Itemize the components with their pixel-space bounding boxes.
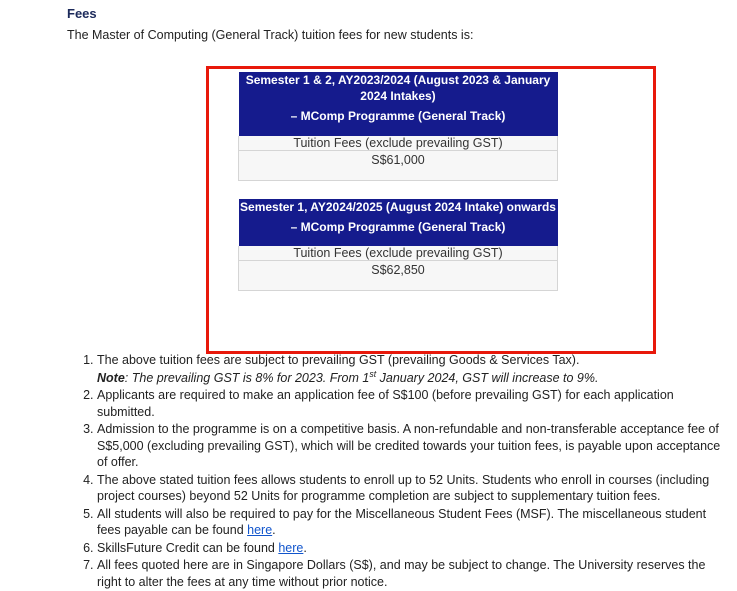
note-5-text-end: . — [272, 523, 276, 538]
list-item — [97, 421, 727, 471]
fee-table-ay2024-2025 — [238, 199, 558, 291]
fee-table-header-line2: – MComp Programme (General Track) — [239, 215, 558, 246]
list-item — [97, 540, 727, 557]
note-2-text: Applicants are required to make an application fee of S$100 (before prevailing GST) for each application submitted. — [97, 388, 674, 419]
table-row — [239, 104, 558, 135]
table-row — [239, 246, 558, 261]
skillsfuture-here-link[interactable]: here — [278, 540, 304, 555]
fee-table-header-line2: – MComp Programme (General Track) — [239, 104, 558, 135]
note-4-text: The above stated tuition fees allows students to enroll up to 52 Units. Students who enroll in courses (including project courses) beyond 52 Units for programme completion are subject to supplementary tuition fees. — [97, 472, 710, 504]
list-item — [97, 472, 727, 505]
fee-tables-group — [238, 72, 558, 309]
table-row — [239, 199, 558, 215]
page-title: Fees — [67, 6, 97, 21]
note-7-text: All fees quoted here are in Singapore Dollars (S$), and may be subject to change. The University reserves the right to alter the fees at any time without prior notice. — [97, 558, 706, 589]
fee-amount: S$62,850 — [239, 260, 558, 290]
notes-section — [67, 352, 727, 591]
fee-amount: S$61,000 — [239, 150, 558, 180]
table-row — [239, 72, 558, 104]
note-label: Note — [97, 370, 125, 385]
table-row — [239, 260, 558, 290]
ordinal-suffix: st — [369, 368, 377, 379]
note-1-gst-text: : The prevailing GST is 8% for 2023. From 1 — [124, 370, 370, 385]
table-row — [239, 136, 558, 151]
note-6-text: SkillsFuture Credit can be found — [97, 540, 279, 555]
fee-label: Tuition Fees (exclude prevailing GST) — [239, 246, 558, 261]
fee-table-header-line1: Semester 1, AY2024/2025 (August 2024 Intake) onwards — [240, 199, 556, 214]
intro-paragraph: The Master of Computing (General Track) tuition fees for new students is: — [67, 28, 474, 42]
list-item — [97, 352, 727, 386]
fee-table-ay2023-2024 — [238, 72, 558, 181]
note-5-text: All students will also be required to pay for the Miscellaneous Student Fees (MSF). The miscellaneous student fees payable can be found — [97, 506, 707, 538]
table-row — [239, 215, 558, 246]
fee-table-header-line1: Semester 1 & 2, AY2023/2024 (August 2023 & January 2024 Intakes) — [239, 72, 558, 104]
notes-list — [67, 352, 727, 590]
note-6-text-end: . — [303, 540, 307, 555]
note-3-text: Admission to the programme is on a competitive basis. A non-refundable and non-transferable acceptance fee of S$5,000 (excluding prevailing GST), which will be credited towards your tuition fees, is payable upon acceptance of offer. — [97, 422, 721, 470]
fee-label: Tuition Fees (exclude prevailing GST) — [239, 136, 558, 151]
note-1-text: The above tuition fees are subject to prevailing GST (prevailing Goods & Services Tax). — [97, 353, 580, 367]
note-1-italic — [97, 368, 599, 385]
msf-here-link[interactable]: here — [247, 523, 273, 538]
table-row — [239, 150, 558, 180]
note-1-gst-text2: January 2024, GST will increase to 9%. — [376, 370, 599, 385]
list-item — [97, 387, 727, 420]
list-item — [97, 557, 727, 590]
list-item — [97, 506, 727, 539]
